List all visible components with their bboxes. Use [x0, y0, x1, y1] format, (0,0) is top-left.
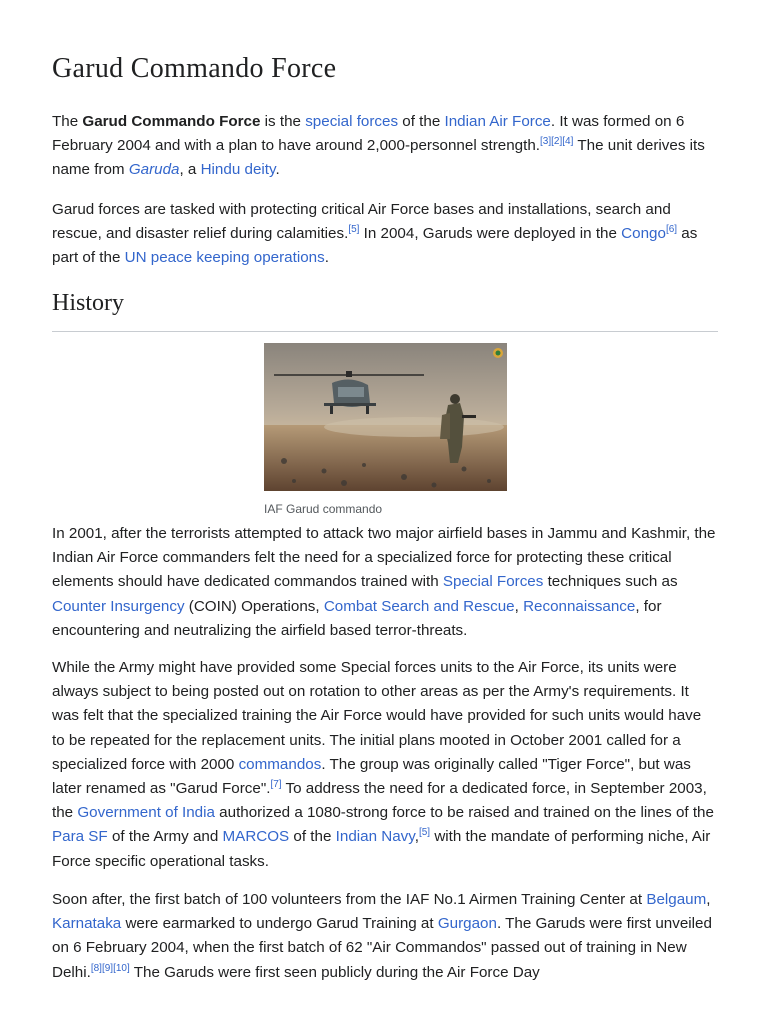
link-government-of-india[interactable]: Government of India: [77, 804, 215, 822]
link-commandos[interactable]: commandos: [238, 755, 322, 773]
link-reconnaissance[interactable]: Reconnaissance: [523, 597, 636, 615]
article-subject: Garud Commando Force: [82, 113, 261, 130]
link-hindu-deity[interactable]: Hindu deity: [200, 161, 276, 179]
text: Soon after, the first batch of 100 volunteers from the IAF No.1 Airmen Training Center at: [52, 891, 647, 908]
text: The: [52, 113, 83, 130]
text: of the: [398, 113, 445, 130]
ref-9[interactable]: [9]: [101, 962, 114, 974]
link-karnataka[interactable]: Karnataka: [52, 915, 122, 933]
text: , for encountering and neutralizing the airfield based terror-threats.: [52, 597, 662, 639]
text: of the: [289, 828, 336, 846]
text: ,: [706, 891, 711, 908]
text: ,: [414, 828, 419, 846]
tasks-paragraph: [52, 198, 718, 271]
link-counter-insurgency[interactable]: Counter Insurgency: [52, 597, 185, 615]
ref-10[interactable]: [10]: [113, 962, 130, 974]
heading-divider: [52, 331, 718, 332]
history-heading: History: [52, 290, 124, 316]
link-gurgaon[interactable]: Gurgaon: [437, 915, 497, 933]
intro-paragraph: [52, 110, 718, 183]
text: were earmarked to undergo Garud Training at: [121, 915, 438, 933]
ref-6[interactable]: [6]: [665, 224, 678, 236]
link-marcos[interactable]: MARCOS: [222, 828, 290, 846]
page-title: Garud Commando Force: [52, 53, 337, 84]
link-combat-search-rescue[interactable]: Combat Search and Rescue: [323, 597, 515, 615]
text: techniques such as: [543, 573, 678, 591]
link-congo[interactable]: Congo: [621, 225, 666, 243]
text: . The Garuds were first unveiled on 6 February 2004, when the first batch of 62 "Air Commandos" passed out of training in New Delhi.: [52, 915, 712, 981]
text: is the: [260, 113, 306, 130]
text: In 2004, Garuds were deployed in the: [359, 225, 622, 243]
history-paragraph-1: [52, 522, 718, 643]
text: In 2001, after the terrorists attempted to attack two major airfield bases in Jammu and Kashmir, the Indian Air Force commanders felt the need for a specialized force for protecting these critical elements should have dedicated commandos trained with: [52, 525, 716, 591]
link-un-peacekeeping[interactable]: UN peace keeping operations: [124, 249, 325, 267]
text: of the Army and: [107, 828, 223, 846]
figure: [264, 343, 507, 517]
text: (COIN) Operations,: [184, 597, 324, 615]
text: , a: [179, 161, 201, 179]
ref-7[interactable]: [7]: [270, 778, 282, 790]
text: with the mandate of performing niche, Air Force specific operational tasks.: [52, 828, 711, 870]
text: authorized a 1080-strong force to be raised and trained on the lines of the: [214, 804, 714, 822]
text: The unit derives its name from: [52, 137, 705, 179]
link-garuda[interactable]: Garuda: [128, 161, 180, 179]
garud-commando-photo[interactable]: [264, 343, 507, 491]
text: ,: [514, 597, 524, 615]
text: Garud forces are tasked with protecting critical Air Force bases and installations, search and rescue, and disaster relief during calamities.: [52, 201, 671, 243]
link-special-forces-2[interactable]: Special Forces: [442, 573, 544, 591]
ref-2[interactable]: [2]: [551, 136, 563, 148]
history-paragraph-3: [52, 888, 718, 985]
history-paragraph-2: [52, 656, 718, 874]
link-indian-air-force[interactable]: Indian Air Force: [444, 113, 551, 130]
ref-4[interactable]: [4]: [562, 136, 574, 148]
text: . It was formed on 6 February 2004 and with a plan to have around 2,000-personnel strength.: [52, 113, 685, 155]
text: .: [324, 249, 329, 267]
figure-caption: IAF Garud commando: [264, 502, 383, 516]
ref-8[interactable]: [8]: [90, 962, 102, 974]
text: The Garuds were first seen publicly during the Air Force Day: [129, 963, 540, 981]
link-special-forces[interactable]: special forces: [305, 113, 399, 130]
text: To address the need for a dedicated force, in September 2003, the: [52, 780, 707, 822]
text: While the Army might have provided some Special forces units to the Air Force, its units were always subject to being posted out on rotation to other areas as per the Army's requirements. It was felt that the specialized training the Air Force would have provided for such units would have to be repeated for the replacement units. The initial plans mooted in October 2001 called for a specialized force with 2000: [52, 659, 702, 773]
link-indian-navy[interactable]: Indian Navy: [335, 828, 415, 846]
ref-3[interactable]: [3]: [540, 136, 552, 148]
text: .: [275, 161, 280, 179]
text: . The group was originally called "Tiger Force", but was later renamed as "Garud Force".: [52, 755, 691, 798]
link-belgaum[interactable]: Belgaum: [646, 891, 707, 908]
link-para-sf[interactable]: Para SF: [52, 828, 108, 846]
text: as part of the: [52, 225, 698, 267]
ref-5[interactable]: [5]: [348, 224, 360, 236]
ref-5[interactable]: [5]: [418, 827, 431, 839]
